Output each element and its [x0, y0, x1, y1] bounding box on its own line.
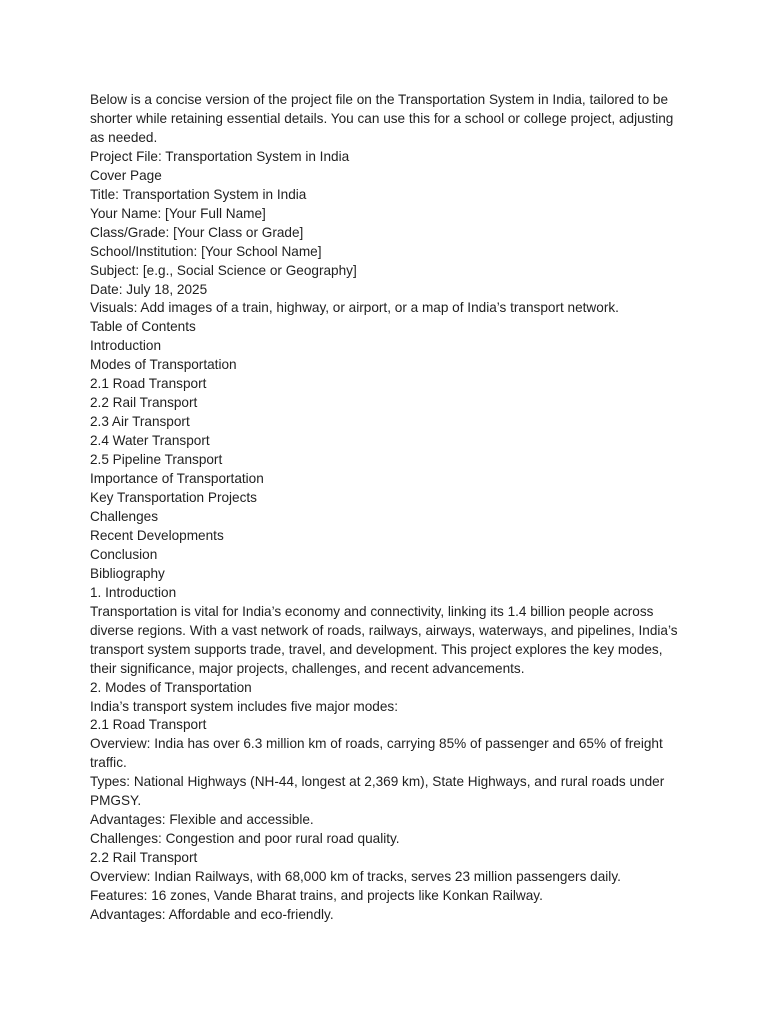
toc-item: 2.1 Road Transport — [90, 376, 207, 392]
road-advantages: Advantages: Flexible and accessible. — [90, 812, 314, 828]
toc-heading: Table of Contents — [90, 319, 196, 335]
cover-page-heading: Cover Page — [90, 167, 162, 183]
cover-date-line: Date: July 18, 2025 — [90, 281, 208, 297]
introduction-paragraph: Transportation is vital for India’s economy and connectivity, linking its 1.4 billion people across diverse regions. With a vast network of roads, railways, airways, waterways, and pipelines, India’s transport system supports trade, travel, and development. This project explores the key modes, their significance, major projects, challenges, and recent advancements. — [90, 603, 682, 676]
section-heading-introduction: 1. Introduction — [90, 584, 177, 600]
subsection-heading-rail: 2.2 Rail Transport — [90, 850, 198, 866]
toc-item: Bibliography — [90, 565, 165, 581]
document-body — [90, 91, 690, 925]
toc-item: Importance of Transportation — [90, 471, 264, 487]
road-types: Types: National Highways (NH-44, longest at 2,369 km), State Highways, and rural roads under PMGSY. — [90, 774, 669, 809]
modes-intro-line: India’s transport system includes five major modes: — [90, 698, 399, 714]
cover-school-line: School/Institution: [Your School Name] — [90, 243, 322, 259]
project-file-title: Project File: Transportation System in India — [90, 148, 350, 164]
rail-advantages: Advantages: Affordable and eco-friendly. — [90, 906, 334, 922]
intro-paragraph: Below is a concise version of the project file on the Transportation System in India, tailored to be shorter while retaining essential details. You can use this for a school or college project, adjusting as needed. — [90, 92, 678, 145]
rail-features: Features: 16 zones, Vande Bharat trains, and projects like Konkan Railway. — [90, 888, 543, 904]
subsection-heading-road: 2.1 Road Transport — [90, 717, 207, 733]
toc-item: Conclusion — [90, 546, 158, 562]
cover-title-line: Title: Transportation System in India — [90, 186, 307, 202]
toc-item: Recent Developments — [90, 527, 224, 543]
toc-item: 2.4 Water Transport — [90, 433, 210, 449]
road-overview: Overview: India has over 6.3 million km of roads, carrying 85% of passenger and 65% of freight traffic. — [90, 736, 667, 771]
rail-overview: Overview: Indian Railways, with 68,000 km of tracks, serves 23 million passengers daily. — [90, 869, 621, 885]
toc-item: Modes of Transportation — [90, 357, 237, 373]
toc-item: Key Transportation Projects — [90, 490, 257, 506]
toc-item: Challenges — [90, 508, 159, 524]
toc-item: 2.3 Air Transport — [90, 414, 190, 430]
cover-class-line: Class/Grade: [Your Class or Grade] — [90, 224, 304, 240]
cover-visuals-line: Visuals: Add images of a train, highway, or airport, or a map of India’s transport network. — [90, 300, 619, 316]
cover-name-line: Your Name: [Your Full Name] — [90, 205, 266, 221]
toc-item: 2.5 Pipeline Transport — [90, 452, 223, 468]
toc-item: Introduction — [90, 338, 162, 354]
section-heading-modes: 2. Modes of Transportation — [90, 679, 252, 695]
road-challenges: Challenges: Congestion and poor rural road quality. — [90, 831, 400, 847]
cover-subject-line: Subject: [e.g., Social Science or Geography] — [90, 262, 357, 278]
toc-item: 2.2 Rail Transport — [90, 395, 198, 411]
